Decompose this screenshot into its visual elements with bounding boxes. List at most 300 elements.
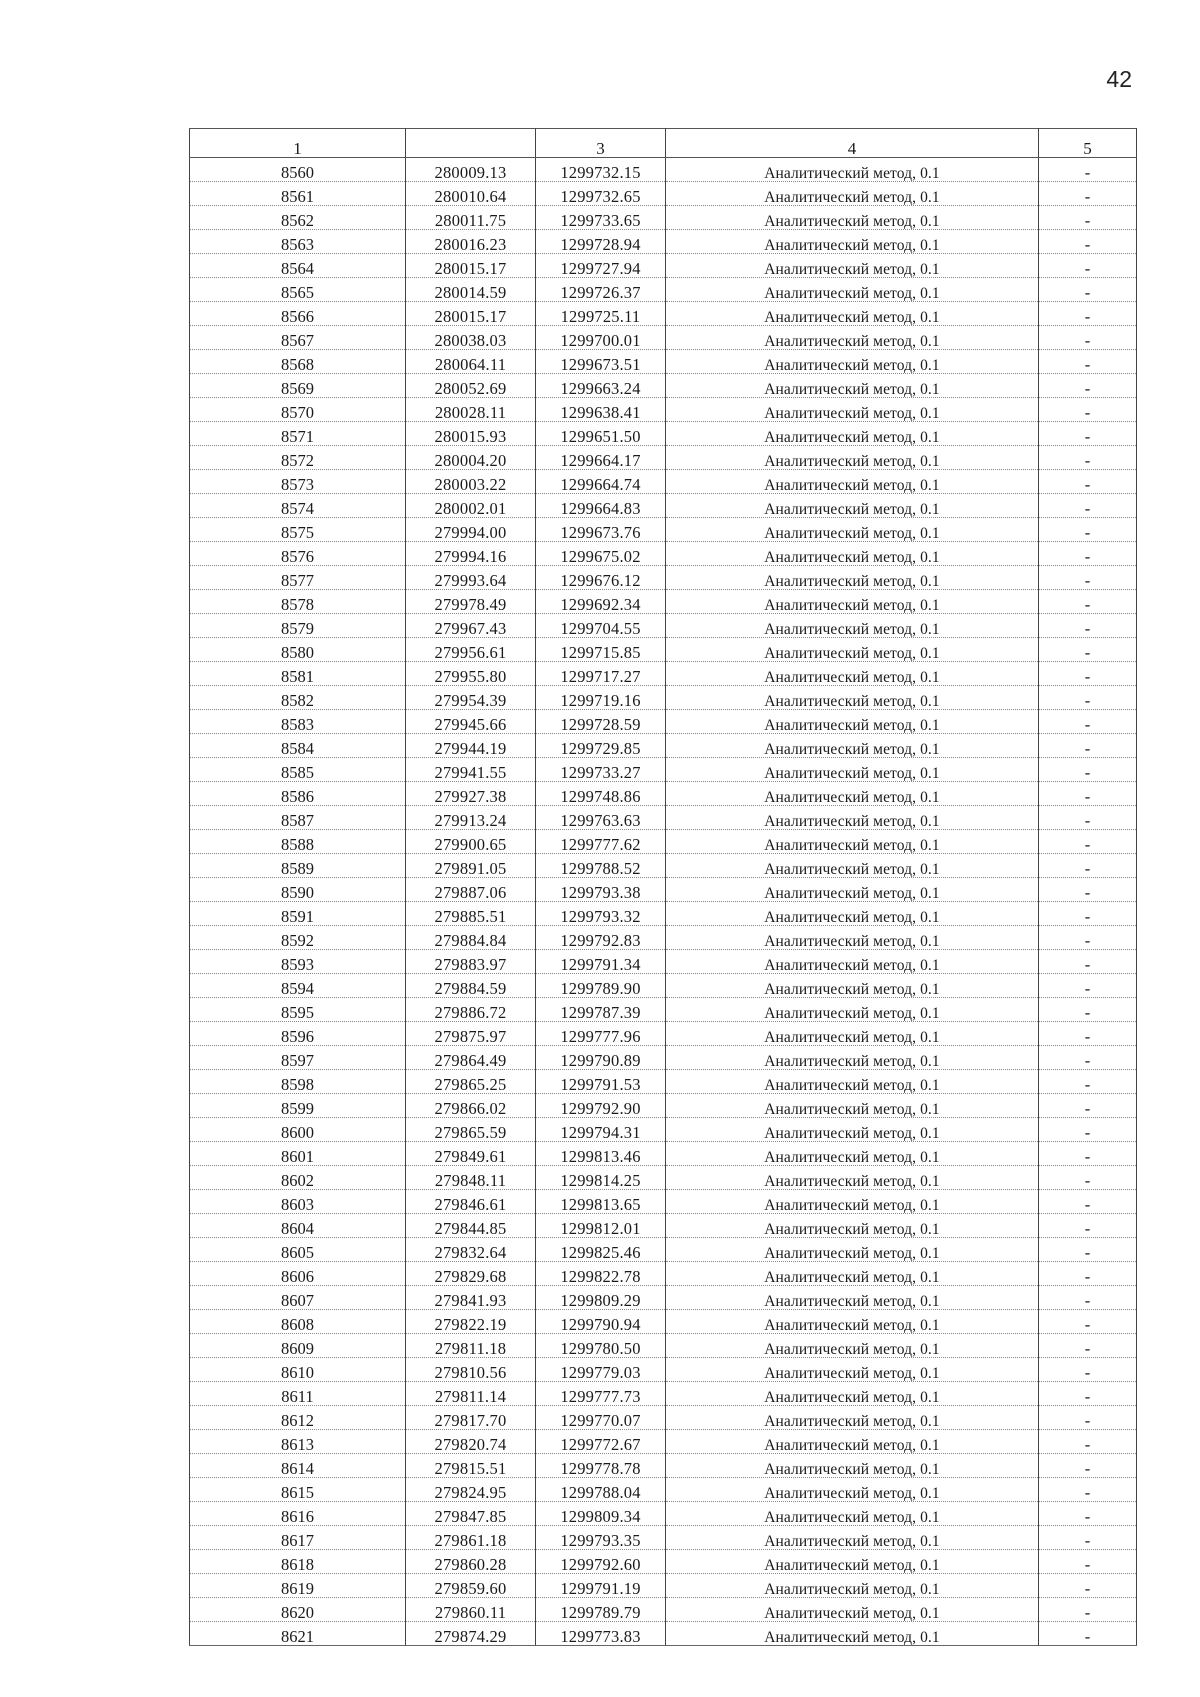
y-coordinate-cell: 1299664.74 (536, 470, 666, 494)
y-coordinate-cell: 1299791.53 (536, 1070, 666, 1094)
y-coordinate-cell: 1299732.15 (536, 158, 666, 182)
table-row (190, 1406, 1137, 1430)
point-number-cell: 8596 (190, 1022, 406, 1046)
point-number-cell: 8588 (190, 830, 406, 854)
note-cell: - (1039, 830, 1137, 854)
y-coordinate-cell: 1299790.89 (536, 1046, 666, 1070)
table-row (190, 686, 1137, 710)
point-number-cell: 8599 (190, 1094, 406, 1118)
x-coordinate-cell: 279945.66 (406, 710, 536, 734)
note-cell: - (1039, 974, 1137, 998)
method-cell: Аналитический метод, 0.1 (666, 158, 1039, 182)
y-coordinate-cell: 1299813.46 (536, 1142, 666, 1166)
note-cell: - (1039, 950, 1137, 974)
note-cell: - (1039, 902, 1137, 926)
x-coordinate-cell: 279885.51 (406, 902, 536, 926)
method-cell: Аналитический метод, 0.1 (666, 1022, 1039, 1046)
point-number-cell: 8580 (190, 638, 406, 662)
table-row (190, 374, 1137, 398)
method-cell: Аналитический метод, 0.1 (666, 614, 1039, 638)
method-cell: Аналитический метод, 0.1 (666, 662, 1039, 686)
point-number-cell: 8604 (190, 1214, 406, 1238)
note-cell: - (1039, 1214, 1137, 1238)
point-number-cell: 8582 (190, 686, 406, 710)
note-cell: - (1039, 998, 1137, 1022)
y-coordinate-cell: 1299791.19 (536, 1574, 666, 1598)
table-row (190, 566, 1137, 590)
y-coordinate-cell: 1299787.39 (536, 998, 666, 1022)
table-row (190, 1574, 1137, 1598)
method-cell: Аналитический метод, 0.1 (666, 1238, 1039, 1262)
x-coordinate-cell: 279887.06 (406, 878, 536, 902)
note-cell: - (1039, 1574, 1137, 1598)
method-cell: Аналитический метод, 0.1 (666, 806, 1039, 830)
note-cell: - (1039, 1334, 1137, 1358)
y-coordinate-cell: 1299780.50 (536, 1334, 666, 1358)
y-coordinate-cell: 1299825.46 (536, 1238, 666, 1262)
table-row (190, 614, 1137, 638)
note-cell: - (1039, 542, 1137, 566)
y-coordinate-cell: 1299812.01 (536, 1214, 666, 1238)
y-coordinate-cell: 1299822.78 (536, 1262, 666, 1286)
note-cell: - (1039, 1286, 1137, 1310)
table-row (190, 1334, 1137, 1358)
y-coordinate-cell: 1299715.85 (536, 638, 666, 662)
note-cell: - (1039, 182, 1137, 206)
header-col-2 (406, 129, 536, 158)
note-cell: - (1039, 662, 1137, 686)
note-cell: - (1039, 1550, 1137, 1574)
note-cell: - (1039, 782, 1137, 806)
y-coordinate-cell: 1299700.01 (536, 326, 666, 350)
x-coordinate-cell: 279944.19 (406, 734, 536, 758)
point-number-cell: 8566 (190, 302, 406, 326)
note-cell: - (1039, 302, 1137, 326)
x-coordinate-cell: 279874.29 (406, 1622, 536, 1646)
page-number: 42 (1106, 66, 1132, 92)
x-coordinate-cell: 279913.24 (406, 806, 536, 830)
method-cell: Аналитический метод, 0.1 (666, 1094, 1039, 1118)
x-coordinate-cell: 279848.11 (406, 1166, 536, 1190)
method-cell: Аналитический метод, 0.1 (666, 950, 1039, 974)
table-row (190, 638, 1137, 662)
method-cell: Аналитический метод, 0.1 (666, 1622, 1039, 1646)
table-row (190, 518, 1137, 542)
table-row (190, 1214, 1137, 1238)
y-coordinate-cell: 1299664.83 (536, 494, 666, 518)
point-number-cell: 8619 (190, 1574, 406, 1598)
table-row (190, 1478, 1137, 1502)
y-coordinate-cell: 1299777.62 (536, 830, 666, 854)
point-number-cell: 8621 (190, 1622, 406, 1646)
point-number-cell: 8612 (190, 1406, 406, 1430)
point-number-cell: 8589 (190, 854, 406, 878)
table-row (190, 1430, 1137, 1454)
method-cell: Аналитический метод, 0.1 (666, 1454, 1039, 1478)
x-coordinate-cell: 279822.19 (406, 1310, 536, 1334)
point-number-cell: 8601 (190, 1142, 406, 1166)
x-coordinate-cell: 279859.60 (406, 1574, 536, 1598)
method-cell: Аналитический метод, 0.1 (666, 758, 1039, 782)
y-coordinate-cell: 1299788.04 (536, 1478, 666, 1502)
note-cell: - (1039, 1430, 1137, 1454)
x-coordinate-cell: 280015.17 (406, 254, 536, 278)
method-cell: Аналитический метод, 0.1 (666, 878, 1039, 902)
y-coordinate-cell: 1299789.90 (536, 974, 666, 998)
method-cell: Аналитический метод, 0.1 (666, 1406, 1039, 1430)
note-cell: - (1039, 638, 1137, 662)
y-coordinate-cell: 1299770.07 (536, 1406, 666, 1430)
x-coordinate-cell: 279927.38 (406, 782, 536, 806)
method-cell: Аналитический метод, 0.1 (666, 542, 1039, 566)
x-coordinate-cell: 279978.49 (406, 590, 536, 614)
method-cell: Аналитический метод, 0.1 (666, 422, 1039, 446)
point-number-cell: 8567 (190, 326, 406, 350)
note-cell: - (1039, 1478, 1137, 1502)
table-row (190, 1502, 1137, 1526)
table-row (190, 1022, 1137, 1046)
x-coordinate-cell: 279847.85 (406, 1502, 536, 1526)
y-coordinate-cell: 1299717.27 (536, 662, 666, 686)
table-row (190, 254, 1137, 278)
method-cell: Аналитический метод, 0.1 (666, 782, 1039, 806)
y-coordinate-cell: 1299638.41 (536, 398, 666, 422)
table-row (190, 1358, 1137, 1382)
y-coordinate-cell: 1299793.32 (536, 902, 666, 926)
note-cell: - (1039, 1502, 1137, 1526)
y-coordinate-cell: 1299732.65 (536, 182, 666, 206)
note-cell: - (1039, 326, 1137, 350)
y-coordinate-cell: 1299676.12 (536, 566, 666, 590)
x-coordinate-cell: 279886.72 (406, 998, 536, 1022)
x-coordinate-cell: 279817.70 (406, 1406, 536, 1430)
point-number-cell: 8606 (190, 1262, 406, 1286)
y-coordinate-cell: 1299748.86 (536, 782, 666, 806)
note-cell: - (1039, 1454, 1137, 1478)
x-coordinate-cell: 280016.23 (406, 230, 536, 254)
x-coordinate-cell: 279810.56 (406, 1358, 536, 1382)
point-number-cell: 8574 (190, 494, 406, 518)
method-cell: Аналитический метод, 0.1 (666, 1334, 1039, 1358)
x-coordinate-cell: 279993.64 (406, 566, 536, 590)
x-coordinate-cell: 279954.39 (406, 686, 536, 710)
method-cell: Аналитический метод, 0.1 (666, 1310, 1039, 1334)
table-row (190, 1166, 1137, 1190)
table-row (190, 1550, 1137, 1574)
point-number-cell: 8564 (190, 254, 406, 278)
table-row (190, 542, 1137, 566)
method-cell: Аналитический метод, 0.1 (666, 1430, 1039, 1454)
y-coordinate-cell: 1299664.17 (536, 446, 666, 470)
header-col-1: 1 (190, 129, 406, 158)
note-cell: - (1039, 494, 1137, 518)
method-cell: Аналитический метод, 0.1 (666, 1526, 1039, 1550)
x-coordinate-cell: 280014.59 (406, 278, 536, 302)
x-coordinate-cell: 279955.80 (406, 662, 536, 686)
y-coordinate-cell: 1299791.34 (536, 950, 666, 974)
x-coordinate-cell: 279849.61 (406, 1142, 536, 1166)
y-coordinate-cell: 1299728.94 (536, 230, 666, 254)
y-coordinate-cell: 1299728.59 (536, 710, 666, 734)
x-coordinate-cell: 280002.01 (406, 494, 536, 518)
table-row (190, 1598, 1137, 1622)
point-number-cell: 8583 (190, 710, 406, 734)
method-cell: Аналитический метод, 0.1 (666, 1502, 1039, 1526)
point-number-cell: 8590 (190, 878, 406, 902)
note-cell: - (1039, 734, 1137, 758)
x-coordinate-cell: 279811.14 (406, 1382, 536, 1406)
x-coordinate-cell: 280004.20 (406, 446, 536, 470)
table-row (190, 806, 1137, 830)
table-row (190, 278, 1137, 302)
table-row (190, 1142, 1137, 1166)
point-number-cell: 8576 (190, 542, 406, 566)
method-cell: Аналитический метод, 0.1 (666, 230, 1039, 254)
x-coordinate-cell: 279844.85 (406, 1214, 536, 1238)
x-coordinate-cell: 279884.59 (406, 974, 536, 998)
table-row (190, 782, 1137, 806)
y-coordinate-cell: 1299726.37 (536, 278, 666, 302)
method-cell: Аналитический метод, 0.1 (666, 734, 1039, 758)
point-number-cell: 8595 (190, 998, 406, 1022)
method-cell: Аналитический метод, 0.1 (666, 1598, 1039, 1622)
method-cell: Аналитический метод, 0.1 (666, 1046, 1039, 1070)
method-cell: Аналитический метод, 0.1 (666, 854, 1039, 878)
method-cell: Аналитический метод, 0.1 (666, 446, 1039, 470)
x-coordinate-cell: 280003.22 (406, 470, 536, 494)
table-row (190, 998, 1137, 1022)
point-number-cell: 8593 (190, 950, 406, 974)
table-row (190, 1046, 1137, 1070)
note-cell: - (1039, 470, 1137, 494)
method-cell: Аналитический метод, 0.1 (666, 1382, 1039, 1406)
y-coordinate-cell: 1299794.31 (536, 1118, 666, 1142)
method-cell: Аналитический метод, 0.1 (666, 206, 1039, 230)
y-coordinate-cell: 1299777.96 (536, 1022, 666, 1046)
table-row (190, 710, 1137, 734)
note-cell: - (1039, 230, 1137, 254)
note-cell: - (1039, 1094, 1137, 1118)
method-cell: Аналитический метод, 0.1 (666, 1358, 1039, 1382)
point-number-cell: 8611 (190, 1382, 406, 1406)
note-cell: - (1039, 446, 1137, 470)
x-coordinate-cell: 279846.61 (406, 1190, 536, 1214)
table-row (190, 854, 1137, 878)
note-cell: - (1039, 1190, 1137, 1214)
point-number-cell: 8568 (190, 350, 406, 374)
point-number-cell: 8591 (190, 902, 406, 926)
y-coordinate-cell: 1299793.38 (536, 878, 666, 902)
x-coordinate-cell: 279860.11 (406, 1598, 536, 1622)
point-number-cell: 8620 (190, 1598, 406, 1622)
note-cell: - (1039, 206, 1137, 230)
note-cell: - (1039, 854, 1137, 878)
note-cell: - (1039, 1406, 1137, 1430)
method-cell: Аналитический метод, 0.1 (666, 518, 1039, 542)
note-cell: - (1039, 1238, 1137, 1262)
header-row (190, 129, 1137, 158)
point-number-cell: 8610 (190, 1358, 406, 1382)
method-cell: Аналитический метод, 0.1 (666, 254, 1039, 278)
point-number-cell: 8570 (190, 398, 406, 422)
y-coordinate-cell: 1299778.78 (536, 1454, 666, 1478)
point-number-cell: 8573 (190, 470, 406, 494)
note-cell: - (1039, 422, 1137, 446)
y-coordinate-cell: 1299809.34 (536, 1502, 666, 1526)
table-row (190, 734, 1137, 758)
table-row (190, 662, 1137, 686)
y-coordinate-cell: 1299773.83 (536, 1622, 666, 1646)
note-cell: - (1039, 254, 1137, 278)
method-cell: Аналитический метод, 0.1 (666, 974, 1039, 998)
method-cell: Аналитический метод, 0.1 (666, 326, 1039, 350)
x-coordinate-cell: 279811.18 (406, 1334, 536, 1358)
point-number-cell: 8585 (190, 758, 406, 782)
method-cell: Аналитический метод, 0.1 (666, 302, 1039, 326)
y-coordinate-cell: 1299673.51 (536, 350, 666, 374)
method-cell: Аналитический метод, 0.1 (666, 350, 1039, 374)
method-cell: Аналитический метод, 0.1 (666, 638, 1039, 662)
table-row (190, 494, 1137, 518)
y-coordinate-cell: 1299789.79 (536, 1598, 666, 1622)
point-number-cell: 8607 (190, 1286, 406, 1310)
point-number-cell: 8615 (190, 1478, 406, 1502)
table-row (190, 206, 1137, 230)
note-cell: - (1039, 158, 1137, 182)
note-cell: - (1039, 398, 1137, 422)
method-cell: Аналитический метод, 0.1 (666, 1574, 1039, 1598)
table-row (190, 1382, 1137, 1406)
note-cell: - (1039, 758, 1137, 782)
y-coordinate-cell: 1299777.73 (536, 1382, 666, 1406)
note-cell: - (1039, 350, 1137, 374)
y-coordinate-cell: 1299692.34 (536, 590, 666, 614)
table-row (190, 230, 1137, 254)
note-cell: - (1039, 878, 1137, 902)
method-cell: Аналитический метод, 0.1 (666, 1166, 1039, 1190)
x-coordinate-cell: 279967.43 (406, 614, 536, 638)
point-number-cell: 8575 (190, 518, 406, 542)
y-coordinate-cell: 1299725.11 (536, 302, 666, 326)
method-cell: Аналитический метод, 0.1 (666, 1262, 1039, 1286)
point-number-cell: 8579 (190, 614, 406, 638)
point-number-cell: 8577 (190, 566, 406, 590)
note-cell: - (1039, 806, 1137, 830)
note-cell: - (1039, 1046, 1137, 1070)
x-coordinate-cell: 279820.74 (406, 1430, 536, 1454)
method-cell: Аналитический метод, 0.1 (666, 830, 1039, 854)
table-row (190, 1238, 1137, 1262)
y-coordinate-cell: 1299792.90 (536, 1094, 666, 1118)
table-row (190, 758, 1137, 782)
table-row (190, 1526, 1137, 1550)
note-cell: - (1039, 1166, 1137, 1190)
y-coordinate-cell: 1299790.94 (536, 1310, 666, 1334)
y-coordinate-cell: 1299792.83 (536, 926, 666, 950)
method-cell: Аналитический метод, 0.1 (666, 566, 1039, 590)
y-coordinate-cell: 1299733.27 (536, 758, 666, 782)
y-coordinate-cell: 1299675.02 (536, 542, 666, 566)
point-number-cell: 8614 (190, 1454, 406, 1478)
note-cell: - (1039, 1598, 1137, 1622)
method-cell: Аналитический метод, 0.1 (666, 1550, 1039, 1574)
table-row (190, 1094, 1137, 1118)
table-row (190, 590, 1137, 614)
y-coordinate-cell: 1299779.03 (536, 1358, 666, 1382)
method-cell: Аналитический метод, 0.1 (666, 374, 1039, 398)
point-number-cell: 8584 (190, 734, 406, 758)
y-coordinate-cell: 1299793.35 (536, 1526, 666, 1550)
x-coordinate-cell: 279956.61 (406, 638, 536, 662)
note-cell: - (1039, 710, 1137, 734)
table-row (190, 182, 1137, 206)
point-number-cell: 8618 (190, 1550, 406, 1574)
table-row (190, 470, 1137, 494)
point-number-cell: 8560 (190, 158, 406, 182)
x-coordinate-cell: 279875.97 (406, 1022, 536, 1046)
point-number-cell: 8598 (190, 1070, 406, 1094)
point-number-cell: 8608 (190, 1310, 406, 1334)
note-cell: - (1039, 614, 1137, 638)
point-number-cell: 8572 (190, 446, 406, 470)
point-number-cell: 8592 (190, 926, 406, 950)
table-row (190, 422, 1137, 446)
x-coordinate-cell: 280028.11 (406, 398, 536, 422)
y-coordinate-cell: 1299733.65 (536, 206, 666, 230)
y-coordinate-cell: 1299651.50 (536, 422, 666, 446)
table-body (190, 158, 1137, 1646)
note-cell: - (1039, 1070, 1137, 1094)
y-coordinate-cell: 1299727.94 (536, 254, 666, 278)
table-row (190, 902, 1137, 926)
y-coordinate-cell: 1299788.52 (536, 854, 666, 878)
point-number-cell: 8565 (190, 278, 406, 302)
table-row (190, 1118, 1137, 1142)
note-cell: - (1039, 590, 1137, 614)
x-coordinate-cell: 279900.65 (406, 830, 536, 854)
table-row (190, 830, 1137, 854)
y-coordinate-cell: 1299729.85 (536, 734, 666, 758)
y-coordinate-cell: 1299763.63 (536, 806, 666, 830)
method-cell: Аналитический метод, 0.1 (666, 470, 1039, 494)
point-number-cell: 8561 (190, 182, 406, 206)
method-cell: Аналитический метод, 0.1 (666, 494, 1039, 518)
x-coordinate-cell: 279891.05 (406, 854, 536, 878)
x-coordinate-cell: 280011.75 (406, 206, 536, 230)
point-number-cell: 8581 (190, 662, 406, 686)
point-number-cell: 8563 (190, 230, 406, 254)
method-cell: Аналитический метод, 0.1 (666, 1214, 1039, 1238)
x-coordinate-cell: 279941.55 (406, 758, 536, 782)
x-coordinate-cell: 279883.97 (406, 950, 536, 974)
x-coordinate-cell: 280015.93 (406, 422, 536, 446)
method-cell: Аналитический метод, 0.1 (666, 278, 1039, 302)
method-cell: Аналитический метод, 0.1 (666, 1142, 1039, 1166)
note-cell: - (1039, 278, 1137, 302)
x-coordinate-cell: 279865.25 (406, 1070, 536, 1094)
note-cell: - (1039, 1142, 1137, 1166)
note-cell: - (1039, 374, 1137, 398)
point-number-cell: 8597 (190, 1046, 406, 1070)
point-number-cell: 8602 (190, 1166, 406, 1190)
point-number-cell: 8587 (190, 806, 406, 830)
note-cell: - (1039, 1262, 1137, 1286)
table-row (190, 1190, 1137, 1214)
x-coordinate-cell: 280052.69 (406, 374, 536, 398)
table-row (190, 878, 1137, 902)
method-cell: Аналитический метод, 0.1 (666, 1118, 1039, 1142)
method-cell: Аналитический метод, 0.1 (666, 1070, 1039, 1094)
